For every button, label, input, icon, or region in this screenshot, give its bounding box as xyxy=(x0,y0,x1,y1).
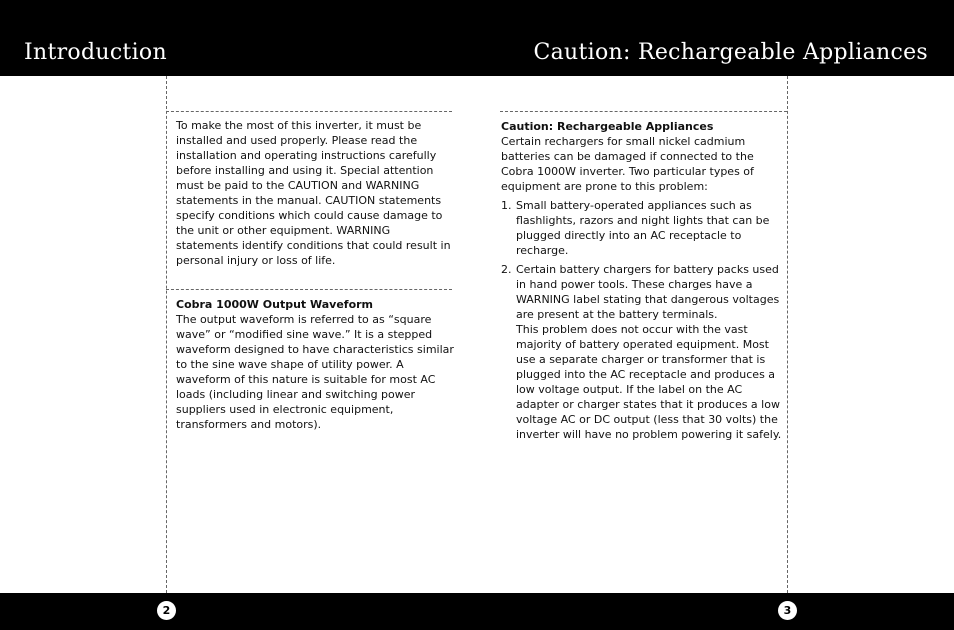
page-number-left: 2 xyxy=(157,601,176,620)
list-text: Small battery-operated appliances such as flashlights, razors and night lights that can be plugged directly into an AC receptacle to recharge. xyxy=(516,199,770,257)
left-column xyxy=(176,118,455,268)
section-title-caution: Caution: Rechargeable Appliances xyxy=(533,40,928,65)
divider-left-top xyxy=(166,111,452,112)
list-number: 2. xyxy=(501,263,512,276)
waveform-heading: Cobra 1000W Output Waveform xyxy=(176,298,374,311)
page-number-right: 3 xyxy=(778,601,797,620)
page-footer xyxy=(0,593,954,630)
left-margin-guide xyxy=(166,76,167,593)
caution-intro: Certain rechargers for small nickel cadmium batteries can be damaged if connected to the Cobra 1000W inverter. Two particular types of equipment are prone to this problem: xyxy=(501,135,754,193)
waveform-section xyxy=(176,297,455,432)
list-item xyxy=(501,198,783,258)
divider-right-top xyxy=(500,111,787,112)
right-column xyxy=(501,119,783,442)
page-header xyxy=(0,0,954,76)
divider-left-middle xyxy=(166,289,452,290)
intro-paragraph: To make the most of this inverter, it must be installed and used properly. Please read the installation and operating instructions carefully before installing and using it. Special attention must be paid to the CAUTION and WARNING statements in the manual. CAUTION statements specify conditions which could cause damage to the unit or other equipment. WARNING statements identify conditions that could result in personal injury or loss of life. xyxy=(176,119,451,267)
list-number: 1. xyxy=(501,199,512,212)
waveform-paragraph: The output waveform is referred to as “square wave” or “modified sine wave.” It is a stepped waveform designed to have characteristics similar to the sine wave shape of utility power. A waveform of this nature is suitable for most AC loads (including linear and switching power suppliers used in electronic equipment, transformers and motors). xyxy=(176,313,454,431)
section-title-introduction: Introduction xyxy=(24,40,167,65)
caution-heading: Caution: Rechargeable Appliances xyxy=(501,120,714,133)
list-item xyxy=(501,262,783,322)
closing-paragraph: This problem does not occur with the vast majority of battery operated equipment. Most use a separate charger or transformer that is plugged into the AC receptacle and produces a low voltage output. If the label on the AC adapter or charger states that it produces a low voltage AC or DC output (less that 30 volts) the inverter will have no problem powering it safely. xyxy=(516,323,782,441)
list-text: Certain battery chargers for battery packs used in hand power tools. These charges have a WARNING label stating that dangerous voltages are present at the battery terminals. xyxy=(516,263,780,321)
right-margin-guide xyxy=(787,76,788,593)
